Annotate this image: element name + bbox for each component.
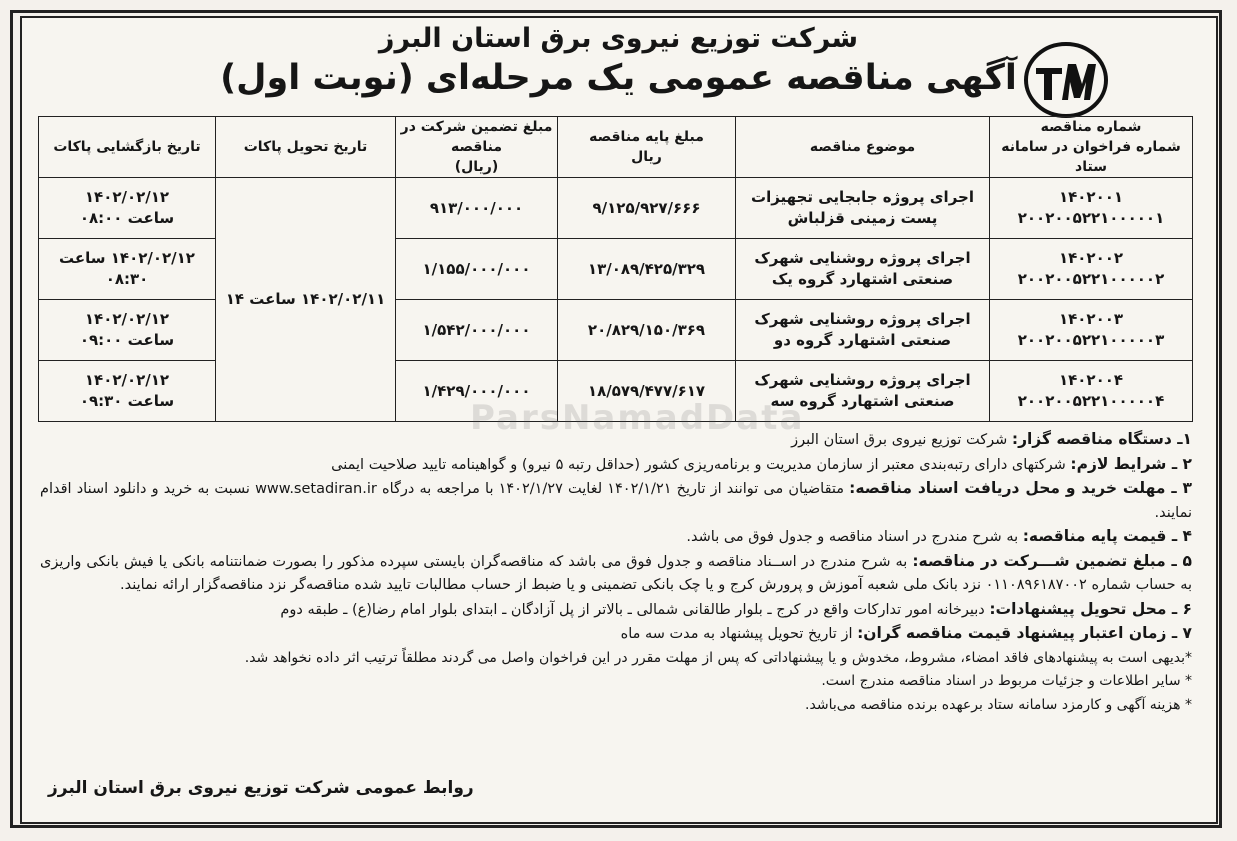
col-header-guarantee: مبلغ تضمین شرکت در مناقصه (ریال) (396, 117, 558, 178)
tender-number: ۱۴۰۲۰۰۳ ۲۰۰۲۰۰۵۲۲۱۰۰۰۰۰۳ (990, 300, 1193, 361)
opening-date: ۱۴۰۲/۰۲/۱۲ ساعت ۰۸:۰۰ (39, 178, 216, 239)
note-item: * هزینه آگهی و کارمزد سامانه ستاد برعهده برنده مناقصه می‌باشد. (805, 696, 1192, 713)
watermark: ParsNamadData (470, 398, 805, 438)
list-item (40, 598, 1192, 623)
item-text: از تاریخ تحویل پیشنهاد به مدت سه ماه (620, 626, 858, 642)
company-logo-icon (1022, 40, 1110, 120)
item-text: دبیرخانه امور تدارکات واقع در کرج ـ بلوار طالقانی شمالی ـ بالاتر از پل آزادگان ـ ابتدای بلوار امام رضا(ع) ـ طبقه دوم (280, 601, 990, 618)
ad-body (40, 428, 1192, 717)
guarantee-amount: ۱/۱۵۵/۰۰۰/۰۰۰ (396, 239, 558, 300)
base-amount: ۲۰/۸۲۹/۱۵۰/۳۶۹ (558, 300, 736, 361)
list-item (40, 428, 1192, 453)
base-amount: ۱۳/۰۸۹/۴۲۵/۳۲۹ (558, 239, 736, 300)
col-header-delivery-date: تاریخ تحویل پاکات (216, 117, 396, 178)
item-label: ۷ ـ زمان اعتبار پیشنهاد قیمت مناقصه گران: (857, 624, 1192, 642)
tender-number: ۱۴۰۲۰۰۴ ۲۰۰۲۰۰۵۲۲۱۰۰۰۰۰۴ (990, 361, 1193, 422)
item-text: به شرح مندرج در اســناد مناقصه و جدول فوق می باشد که مناقصه‌گران بایستی سپرده مذکور را بصورت ضمانتنامه بانکی یا فیش بانکی واریزی به حساب شماره ۰۱۱۰۸۹۶۱۸۷۰۰۲ نزد بانک ملی شعبه آموزش و پرورش کرج و یا چک بانکی تضمینی و یا ضبط از حساب مطالبات تایید شده مناقصه‌گر نزد مناقصه‌گزار ارائه نمایند. (40, 553, 1192, 593)
item-label: ۲ ـ شرایط لازم: (1070, 454, 1192, 473)
table-row (39, 300, 1193, 361)
tender-subject: اجرای پروژه جابجایی تجهیزات پست زمینی قزلباش (736, 178, 990, 239)
base-amount: ۹/۱۲۵/۹۲۷/۶۶۶ (558, 178, 736, 239)
item-text: شرکت توزیع نیروی برق استان البرز (791, 432, 1012, 448)
guarantee-amount: ۱/۴۲۹/۰۰۰/۰۰۰ (396, 361, 558, 422)
table-header-row (39, 117, 1193, 178)
tender-subject: اجرای پروژه روشنایی شهرک صنعتی اشتهارد گروه دو (736, 300, 990, 361)
company-name: شرکت توزیع نیروی برق استان البرز (378, 23, 859, 54)
tender-subject: اجرای پروژه روشنایی شهرک صنعتی اشتهارد گروه یک (736, 239, 990, 300)
list-item (40, 525, 1192, 550)
col-header-opening-date: تاریخ بازگشایی پاکات (39, 117, 216, 178)
col-header-subject: موضوع مناقصه (736, 117, 990, 178)
item-text: متقاضیان می توانند از تاریخ ۱۴۰۲/۱/۲۱ لغایت ۱۴۰۲/۱/۲۷ با مراجعه به درگاه www.setadiran.ir نسبت به خرید و دانلود اسناد اقدام نمایند. (40, 481, 1192, 521)
tender-number: ۱۴۰۲۰۰۲ ۲۰۰۲۰۰۵۲۲۱۰۰۰۰۰۲ (990, 239, 1193, 300)
base-amount: ۱۸/۵۷۹/۴۷۷/۶۱۷ (558, 361, 736, 422)
list-item (40, 453, 1192, 478)
guarantee-amount: ۹۱۳/۰۰۰/۰۰۰ (396, 178, 558, 239)
item-label: ۴ ـ قیمت پایه مناقصه: (1022, 527, 1192, 545)
tender-number: ۱۴۰۲۰۰۱ ۲۰۰۲۰۰۵۲۲۱۰۰۰۰۰۱ (990, 178, 1193, 239)
list-item (40, 477, 1192, 525)
col-header-base-amount: مبلغ پایه مناقصه ریال (558, 117, 736, 178)
item-text: شرکتهای دارای رتبه‌بندی معتبر از سازمان مدیریت و برنامه‌ریزی کشور (حداقل رتبه ۵ نیرو) و گواهینامه تایید صلاحیت ایمنی (331, 456, 1071, 473)
item-label: ۳ ـ مهلت خرید و محل دریافت اسناد مناقصه: (849, 479, 1193, 497)
list-item (40, 550, 1192, 598)
opening-date: ۱۴۰۲/۰۲/۱۲ ساعت ۰۹:۳۰ (39, 361, 216, 422)
public-relations-signature: روابط عمومی شرکت توزیع نیروی برق استان البرز (48, 778, 474, 798)
opening-date: ۱۴۰۲/۰۲/۱۲ ساعت ۰۸:۳۰ (39, 239, 216, 300)
col-header-number: شماره مناقصه شماره فراخوان در سامانه ستاد (990, 117, 1193, 178)
table-row (39, 239, 1193, 300)
list-item (40, 622, 1192, 647)
guarantee-amount: ۱/۵۴۲/۰۰۰/۰۰۰ (396, 300, 558, 361)
tender-subject: اجرای پروژه روشنایی شهرک صنعتی اشتهارد گروه سه (736, 361, 990, 422)
item-label: ۱ـ دستگاه مناقصه گزار: (1011, 430, 1192, 448)
opening-date: ۱۴۰۲/۰۲/۱۲ ساعت ۰۹:۰۰ (39, 300, 216, 361)
note-item: *بدیهی است به پیشنهادهای فاقد امضاء، مشروط، مخدوش و یا پیشنهاداتی که پس از مهلت مقرر در این فراخوان واصل می گردند مطلقاً ترتیب اثر داده نخواهد شد. (244, 649, 1192, 666)
delivery-date: ۱۴۰۲/۰۲/۱۱ ساعت ۱۴ (216, 178, 396, 422)
item-text: به شرح مندرج در اسناد مناقصه و جدول فوق می باشد. (686, 529, 1023, 545)
tender-table (38, 116, 1193, 422)
table-row (39, 178, 1193, 239)
item-label: ۶ ـ محل تحویل پیشنهادات: (989, 599, 1192, 618)
item-label: ۵ ـ مبلغ تضمین شـــرکت در مناقصه: (912, 551, 1192, 570)
ad-title: آگهی مناقصه عمومی یک مرحله‌ای (نوبت اول) (220, 58, 1017, 98)
note-item: * سایر اطلاعات و جزئیات مربوط در اسناد مناقصه مندرج است. (821, 673, 1192, 689)
